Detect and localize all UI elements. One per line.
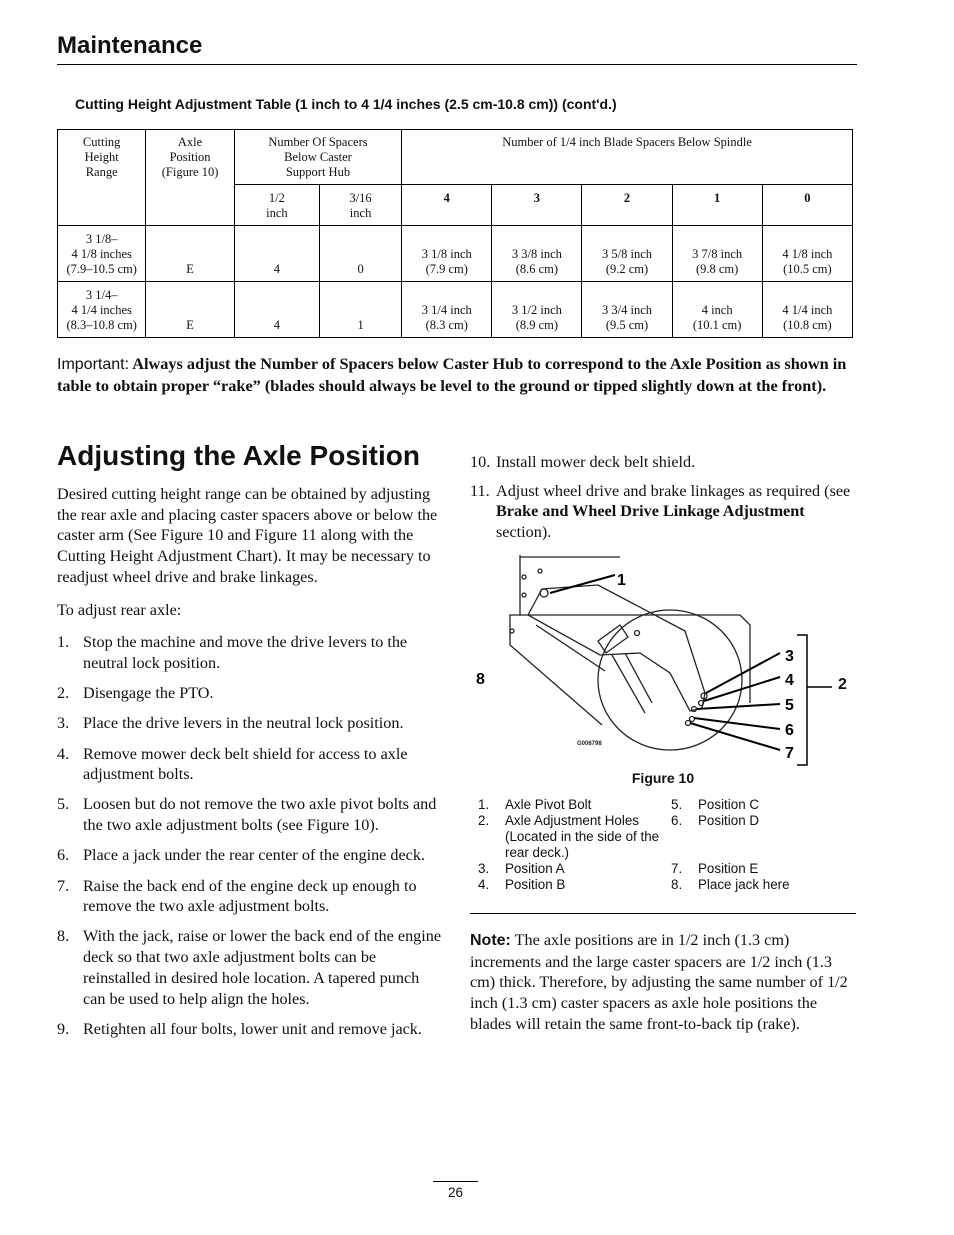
table-row bbox=[58, 282, 853, 338]
cell-height: 3 3/4 inch (9.5 cm) bbox=[582, 282, 672, 338]
leader-1 bbox=[550, 575, 615, 593]
cell-height: 3 7/8 inch (9.8 cm) bbox=[672, 226, 762, 282]
header-half-inch: 1/2 inch bbox=[234, 185, 319, 226]
axle-arm bbox=[528, 585, 705, 711]
list-item: 8. With the jack, raise or lower the back end of the engine deck so that two axle adjustment bolts can be reinstalled in desired hole location. A tapered punch can be used to help align the holes. bbox=[57, 927, 442, 1008]
bracket-2 bbox=[797, 635, 807, 765]
cell-height: 3 1/8 inch (7.9 cm) bbox=[402, 226, 492, 282]
list-item: 10. Install mower deck belt shield. bbox=[470, 453, 696, 471]
list-item: 5. Loosen but do not remove the two axle pivot bolts and the two axle adjustment bolts (see Figure 10). bbox=[57, 795, 437, 835]
list-item: 3. Place the drive levers in the neutral lock position. bbox=[57, 714, 404, 733]
cutting-height-table bbox=[57, 129, 853, 338]
list-item: 7. Raise the back end of the engine deck up enough to remove the two axle adjustment bolts. bbox=[57, 876, 417, 916]
pivot-bolt bbox=[540, 589, 548, 597]
important-notice bbox=[57, 354, 847, 396]
cell-half: 4 bbox=[234, 226, 319, 282]
list-item: 4. Remove mower deck belt shield for access to axle adjustment bolts. bbox=[57, 744, 408, 784]
cell-range: 3 1/4– 4 1/4 inches (8.3–10.8 cm) bbox=[58, 282, 146, 338]
cell-height: 3 5/8 inch (9.2 cm) bbox=[582, 226, 672, 282]
steps-list-continued bbox=[470, 452, 856, 543]
table-row bbox=[58, 226, 853, 282]
axle-figure bbox=[476, 553, 820, 768]
deck-frame bbox=[510, 555, 602, 725]
header-rule bbox=[57, 64, 857, 65]
wheel bbox=[598, 610, 742, 750]
header-axle-position: Axle Position (Figure 10) bbox=[146, 130, 234, 226]
list-item: 11. Adjust wheel drive and brake linkages as required (see Brake and Wheel Drive Linkage Adjustment section). bbox=[470, 481, 851, 542]
note-rule bbox=[470, 913, 856, 914]
cell-half: 4 bbox=[234, 282, 319, 338]
cell-height: 3 1/2 inch (8.9 cm) bbox=[492, 282, 582, 338]
page-number: 26 bbox=[447, 1185, 464, 1200]
deck-rear bbox=[520, 615, 750, 703]
right-column bbox=[470, 452, 856, 552]
hole bbox=[635, 631, 640, 636]
hole bbox=[522, 575, 526, 579]
table-title: Cutting Height Adjustment Table (1 inch to 4 1/4 inches (2.5 cm-10.8 cm)) (cont'd.) bbox=[75, 96, 617, 112]
list-item: 9. Retighten all four bolts, lower unit and remove jack. bbox=[57, 1019, 422, 1038]
to-adjust-label: To adjust rear axle: bbox=[57, 600, 182, 619]
figure-caption: Figure 10 bbox=[631, 770, 695, 786]
hole bbox=[522, 593, 526, 597]
section-title: Adjusting the Axle Position bbox=[57, 440, 420, 471]
cell-axle: E bbox=[146, 226, 234, 282]
cell-axle: E bbox=[146, 282, 234, 338]
cell-3-16: 1 bbox=[319, 282, 401, 338]
hole bbox=[538, 569, 542, 573]
callout-5: 5 bbox=[785, 697, 794, 714]
cell-height: 4 1/8 inch (10.5 cm) bbox=[762, 226, 852, 282]
list-item: 2. Disengage the PTO. bbox=[57, 684, 214, 703]
cell-range: 3 1/8– 4 1/8 inches (7.9–10.5 cm) bbox=[58, 226, 146, 282]
header-blade-1: 1 bbox=[672, 185, 762, 226]
hole bbox=[510, 629, 514, 633]
section-header: Maintenance bbox=[57, 32, 203, 59]
callout-4: 4 bbox=[785, 672, 794, 689]
note bbox=[470, 930, 856, 1035]
arm-plate bbox=[598, 625, 628, 653]
cell-3-16: 0 bbox=[319, 226, 401, 282]
strut bbox=[612, 655, 645, 713]
figure-code: G006798 bbox=[577, 741, 602, 747]
header-blade-0: 0 bbox=[762, 185, 852, 226]
header-cutting-height: Cutting Height Range bbox=[58, 130, 146, 226]
callout-2: 2 bbox=[838, 676, 847, 693]
cell-height: 3 1/4 inch (8.3 cm) bbox=[402, 282, 492, 338]
important-label: Important: bbox=[57, 356, 130, 373]
callout-6: 6 bbox=[785, 722, 794, 739]
header-blade-4: 4 bbox=[402, 185, 492, 226]
callout-7: 7 bbox=[785, 745, 794, 762]
header-caster-spacers: Number Of Spacers Below Caster Support Hub bbox=[234, 130, 401, 185]
list-item: 1. Stop the machine and move the drive levers to the neutral lock position. bbox=[57, 633, 408, 672]
cell-height: 4 1/4 inch (10.8 cm) bbox=[762, 282, 852, 338]
cross-reference: Brake and Wheel Drive Linkage Adjustment bbox=[496, 502, 805, 521]
steps-list bbox=[57, 632, 443, 1039]
strut-2 bbox=[625, 653, 652, 703]
callout-8: 8 bbox=[476, 671, 485, 688]
cell-height: 3 3/8 inch (8.6 cm) bbox=[492, 226, 582, 282]
adjust-hole bbox=[686, 721, 691, 726]
leader-3 bbox=[706, 653, 780, 693]
page-number-rule bbox=[433, 1181, 478, 1182]
list-item: 6. Place a jack under the rear center of the engine deck. bbox=[57, 846, 426, 865]
left-column bbox=[57, 484, 443, 1049]
header-3-16-inch: 3/16 inch bbox=[319, 185, 401, 226]
note-text: The axle positions are in 1/2 inch (1.3 cm) increments and the large caster spacers are 1/2 inch (1.3 cm) thick. Therefore, by adjusting the same number of 1/2 inch (1.3 cm) caster spacers as axle hole positions the blades will retain the same front-to-back tip (rake). bbox=[470, 931, 848, 1033]
callout-3: 3 bbox=[785, 648, 794, 665]
adjust-hole bbox=[690, 717, 695, 722]
callout-1: 1 bbox=[617, 572, 626, 589]
intro-paragraph: Desired cutting height range can be obtained by adjusting the rear axle and placing caster spacers above or below the caster arm (See Figure 10 and Figure 11 along with the Cutting Height Adjustment Chart). It may be necessary to readjust wheel drive and brake linkages. bbox=[57, 485, 438, 586]
header-blade-3: 3 bbox=[492, 185, 582, 226]
leader-5 bbox=[697, 704, 780, 709]
arm-brace bbox=[536, 625, 605, 671]
cell-height: 4 inch (10.1 cm) bbox=[672, 282, 762, 338]
header-blade-spacers: Number of 1/4 inch Blade Spacers Below Spindle bbox=[402, 130, 853, 185]
header-blade-2: 2 bbox=[582, 185, 672, 226]
note-label: Note: bbox=[470, 932, 511, 949]
important-text: Always adjust the Number of Spacers below Caster Hub to correspond to the Axle Position as shown in table to obtain proper “rake” (blades should always be level to the ground or tipped slightly down at the front). bbox=[57, 354, 847, 395]
